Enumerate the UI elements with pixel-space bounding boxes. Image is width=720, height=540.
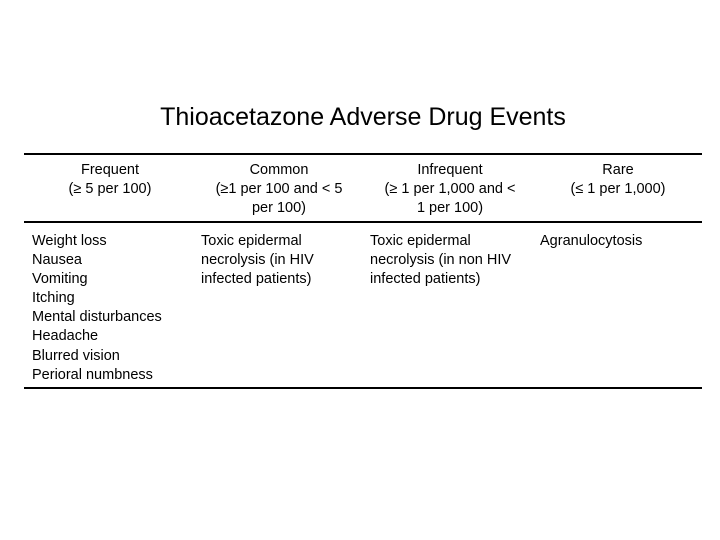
list-item: Weight loss (32, 233, 107, 249)
cell-line: Toxic epidermal (201, 233, 302, 249)
header-common (200, 161, 358, 218)
cell-line: Agranulocytosis (540, 233, 643, 249)
cell-rare (540, 232, 642, 251)
list-item: Vomiting (32, 271, 88, 288)
header-common-line: Common (249, 162, 309, 178)
table-top-rule (24, 153, 702, 155)
header-rare (553, 161, 683, 199)
table-bottom-rule (24, 387, 702, 389)
header-infrequent (370, 161, 530, 218)
cell-line: infected patients) (201, 271, 312, 288)
cell-infrequent (370, 232, 511, 289)
list-item: Perioral numbness (32, 366, 153, 383)
cell-common (201, 232, 314, 289)
cell-line: infected patients) (370, 271, 481, 288)
header-infrequent-line: 1 per 100) (416, 200, 484, 216)
cell-line: Toxic epidermal (370, 233, 471, 249)
list-item: Mental disturbances (32, 309, 162, 326)
header-frequent-line: (≥ 5 per 100) (68, 181, 152, 197)
cell-line: necrolysis (in non HIV (370, 252, 512, 269)
list-item: Nausea (32, 252, 82, 269)
list-item: Blurred vision (32, 347, 120, 364)
slide-title: Thioacetazone Adverse Drug Events (160, 103, 566, 131)
list-item: Headache (32, 328, 99, 345)
cell-line: necrolysis (in HIV (201, 252, 314, 269)
header-rare-line: (≤ 1 per 1,000) (570, 181, 666, 197)
table-header-rule (24, 221, 702, 223)
header-infrequent-line: (≥ 1 per 1,000 and < (384, 181, 516, 197)
header-frequent (52, 161, 168, 199)
header-common-line: (≥1 per 100 and < 5 (215, 181, 343, 197)
header-common-line: per 100) (251, 200, 306, 216)
header-frequent-line: Frequent (80, 162, 140, 178)
header-infrequent-line: Infrequent (417, 162, 483, 178)
cell-frequent (32, 232, 162, 385)
header-rare-line: Rare (602, 162, 634, 178)
list-item: Itching (32, 290, 75, 307)
